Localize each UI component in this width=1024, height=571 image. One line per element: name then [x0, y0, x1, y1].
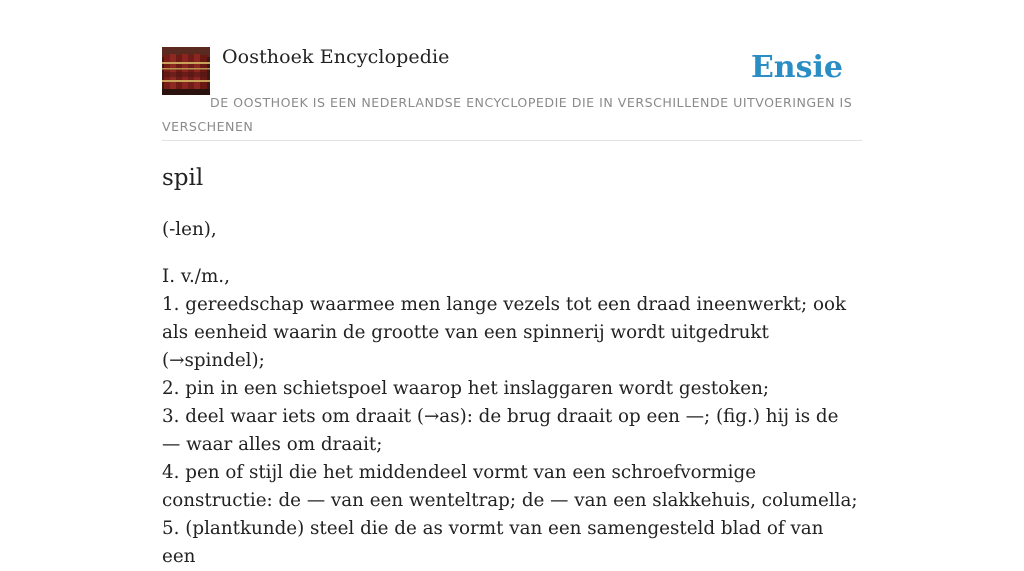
bookshelf-icon	[162, 47, 210, 95]
sense-line: 2. pin in een schietspoel waarop het inslaggaren wordt gestoken;	[162, 378, 770, 399]
entry-content	[162, 160, 862, 571]
sense-line: 3. deel waar iets om draait (→as): de brug draait op een —; (fig.) hij is de — waar alles om draait;	[162, 406, 839, 455]
entry-headword: spil	[162, 165, 204, 191]
brand-logo[interactable]: Ensie	[750, 50, 843, 85]
entry-grammar: (-len),	[162, 219, 217, 240]
sense-line: 1. gereedschap waarmee men lange vezels tot een draad ineenwerkt; ook als eenheid waarin de grootte van een spinnerij wordt uitgedrukt (→spindel);	[162, 294, 847, 371]
entry-senses	[162, 263, 862, 571]
sense-line: 4. pen of stijl die het middendeel vormt van een schroefvormige constructie: de — van een wenteltrap; de — van een slakkehuis, columella;	[162, 462, 858, 511]
sense-line: I. v./m.,	[162, 266, 230, 287]
sense-line: 5. (plantkunde) steel die de as vormt van een samengesteld blad of van een	[162, 518, 824, 567]
site-header	[162, 46, 862, 141]
site-tagline: DE OOSTHOEK IS EEN NEDERLANDSE ENCYCLOPEDIE DIE IN VERSCHILLENDE UITVOERINGEN IS VERSCHENEN	[162, 95, 853, 134]
site-avatar[interactable]	[162, 47, 210, 95]
site-title[interactable]: Oosthoek Encyclopedie	[222, 46, 450, 68]
